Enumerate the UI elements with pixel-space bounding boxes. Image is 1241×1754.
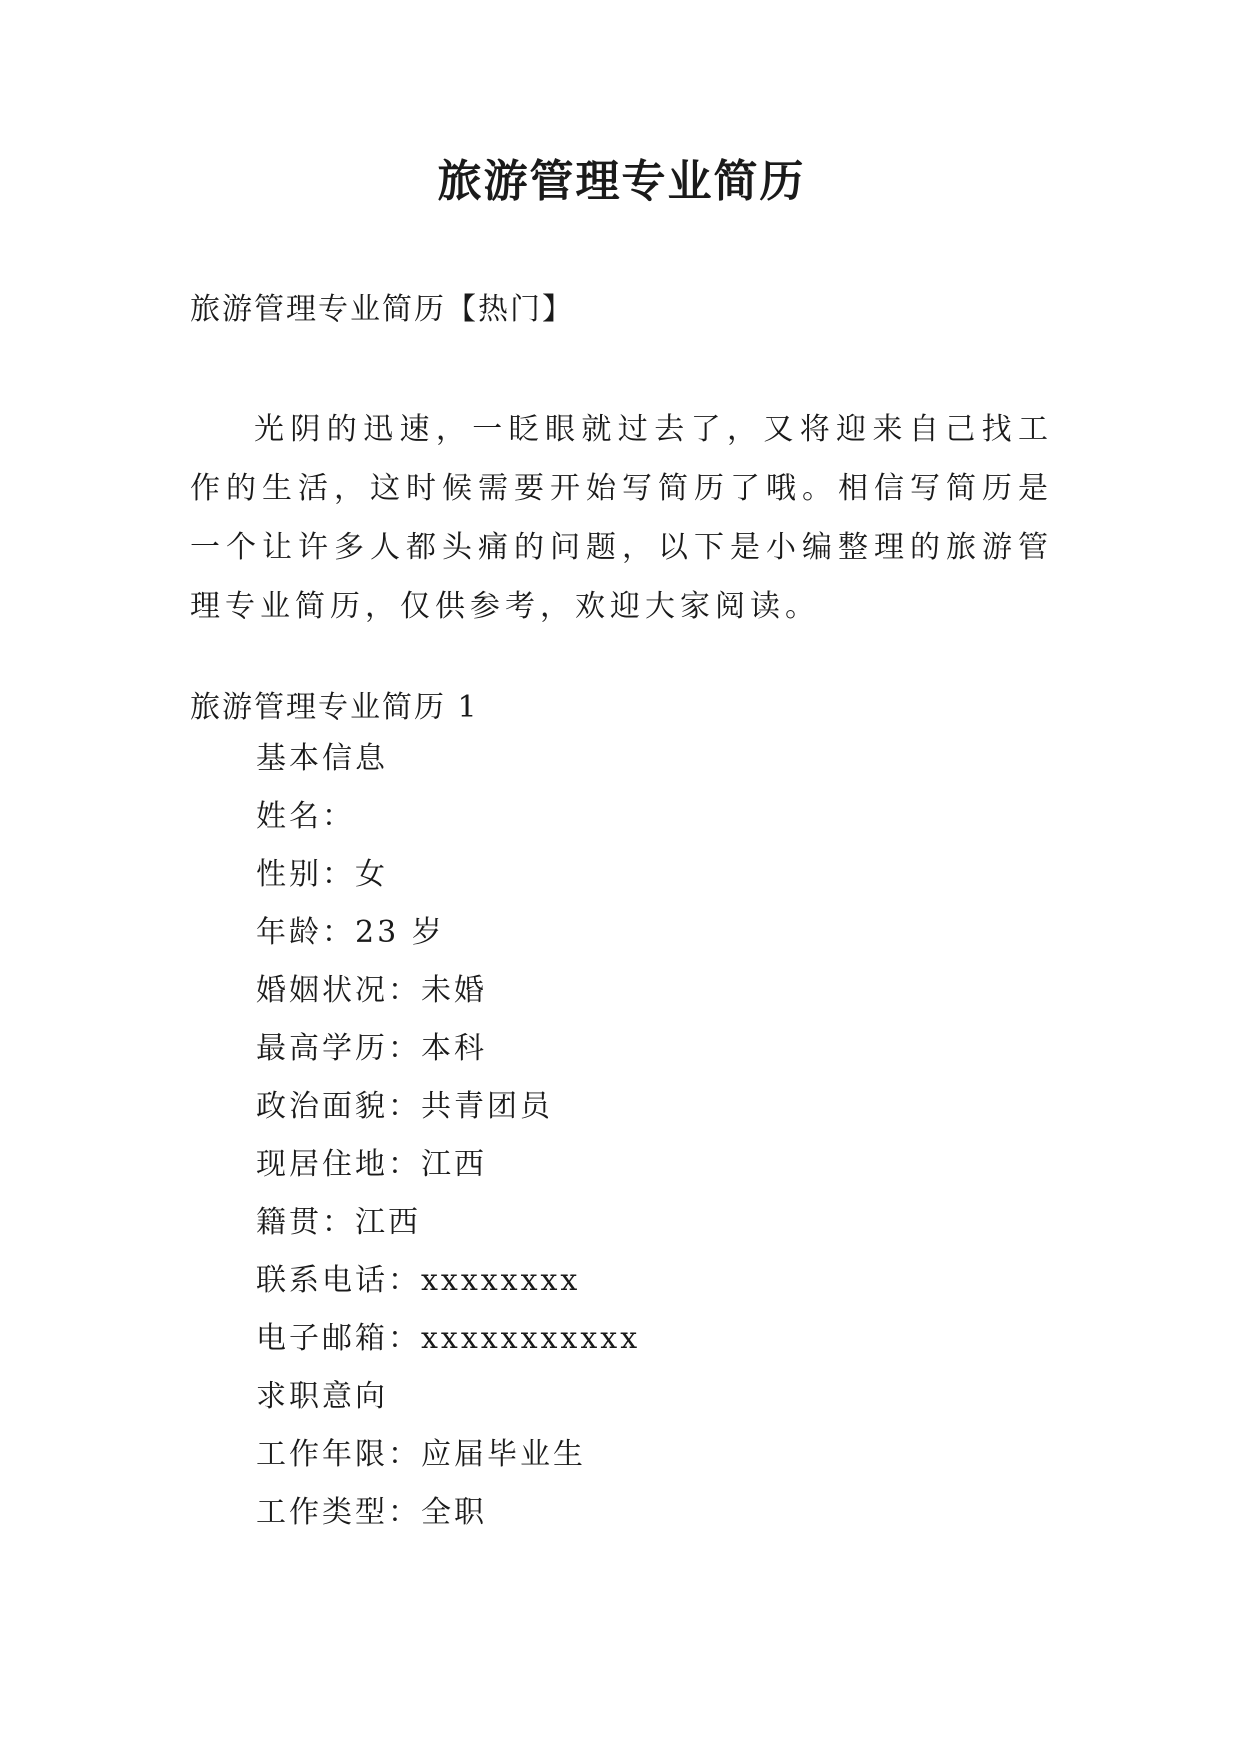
- info-item-education: 最高学历：本科: [256, 1031, 487, 1066]
- info-item-job-intention-header: 求职意向: [256, 1379, 388, 1414]
- info-item-marital-status: 婚姻状况：未婚: [256, 973, 487, 1008]
- info-item-gender: 性别：女: [256, 857, 388, 892]
- info-item-political-status: 政治面貌：共青团员: [256, 1089, 553, 1124]
- info-item-basic-info-header: 基本信息: [256, 741, 388, 776]
- info-item-work-years: 工作年限：应届毕业生: [256, 1437, 586, 1472]
- resume-info-list: [190, 730, 1053, 1542]
- info-item-name: 姓名：: [256, 799, 355, 834]
- resume-section-heading: 旅游管理专业简历 1: [190, 690, 479, 725]
- info-item-residence: 现居住地：江西: [256, 1147, 487, 1182]
- info-item-phone: 联系电话：xxxxxxxx: [256, 1263, 581, 1298]
- info-item-age: 年龄：23 岁: [256, 915, 445, 950]
- intro-paragraph: 光阴的迅速，一眨眼就过去了，又将迎来自己找工作的生活，这时候需要开始写简历了哦。相信写简历是一个让许多人都头痛的问题，以下是小编整理的旅游管理专业简历，仅供参考，欢迎大家阅读。: [190, 412, 1053, 624]
- info-item-job-type: 工作类型：全职: [256, 1495, 487, 1530]
- info-item-hometown: 籍贯：江西: [256, 1205, 421, 1240]
- document-title: 旅游管理专业简历: [437, 156, 806, 207]
- info-item-email: 电子邮箱：xxxxxxxxxxx: [256, 1321, 641, 1356]
- document-subtitle: 旅游管理专业简历【热门】: [190, 292, 574, 327]
